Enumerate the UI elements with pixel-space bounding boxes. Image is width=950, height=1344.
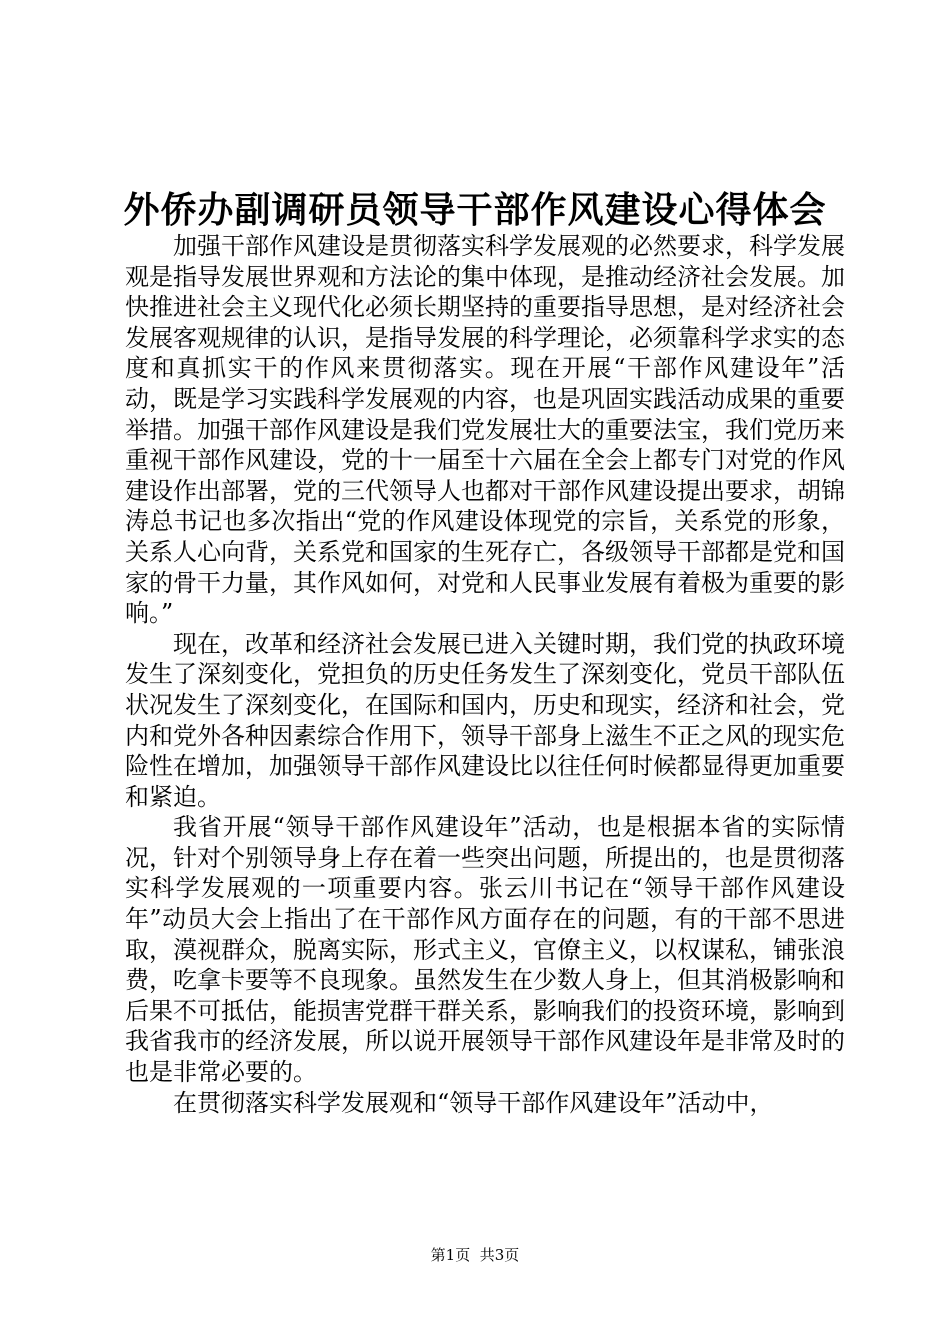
footer-spacer xyxy=(470,1246,480,1264)
document-body xyxy=(125,231,845,1118)
paragraph-1: 加强干部作风建设是贯彻落实科学发展观的必然要求，科学发展观是指导发展世界观和方法论的集中体现，是推动经济社会发展。加快推进社会主义现代化必须长期坚持的重要指导思想，是对经济社会发展客观规律的认识，是指导发展的科学理论，必须靠科学求实的态度和真抓实干的作风来贯彻落实。现在开展“干部作风建设年”活动，既是学习实践科学发展观的内容，也是巩固实践活动成果的重要举措。加强干部作风建设是我们党发展壮大的重要法宝，我们党历来重视干部作风建设，党的十一届至十六届在全会上都专门对党的作风建设作出部署，党的三代领导人也都对干部作风建设提出要求，胡锦涛总书记也多次指出“党的作风建设体现党的宗旨，关系党的形象，关系人心向背，关系党和国家的生死存亡，各级领导干部都是党和国家的骨干力量，其作风如何，对党和人民事业发展有着极为重要的影响。” xyxy=(125,232,845,628)
paragraph-2: 现在，改革和经济社会发展已进入关键时期，我们党的执政环境发生了深刻变化，党担负的历史任务发生了深刻变化，党员干部队伍状况发生了深刻变化，在国际和国内，历史和现实，经济和社会，党内和党外各种因素综合作用下，领导干部身上滋生不正之风的现实危险性在增加，加强领导干部作风建设比以往任何时候都显得更加重要和紧迫。 xyxy=(125,629,845,811)
page-footer xyxy=(0,1245,950,1265)
page-total: 共3页 xyxy=(479,1246,520,1264)
paragraph-4: 在贯彻落实科学发展观和“领导干部作风建设年”活动中， xyxy=(173,1088,774,1117)
page-number: 第1页 xyxy=(430,1246,471,1264)
document-title: 外侨办副调研员领导干部作风建设心得体会 xyxy=(123,189,827,231)
paragraph-3: 我省开展“领导干部作风建设年”活动，也是根据本省的实际情况，针对个别领导身上存在着一些突出问题，所提出的，也是贯彻落实科学发展观的一项重要内容。张云川书记在“领导干部作风建设年”动员大会上指出了在干部作风方面存在的问题，有的干部不思进取，漠视群众，脱离实际，形式主义，官僚主义，以权谋私，铺张浪费，吃拿卡要等不良现象。虽然发生在少数人身上，但其消极影响和后果不可抵估，能损害党群干群关系，影响我们的投资环境，影响到我省我市的经济发展，所以说开展领导干部作风建设年是非常及时的也是非常必要的。 xyxy=(125,813,845,1087)
